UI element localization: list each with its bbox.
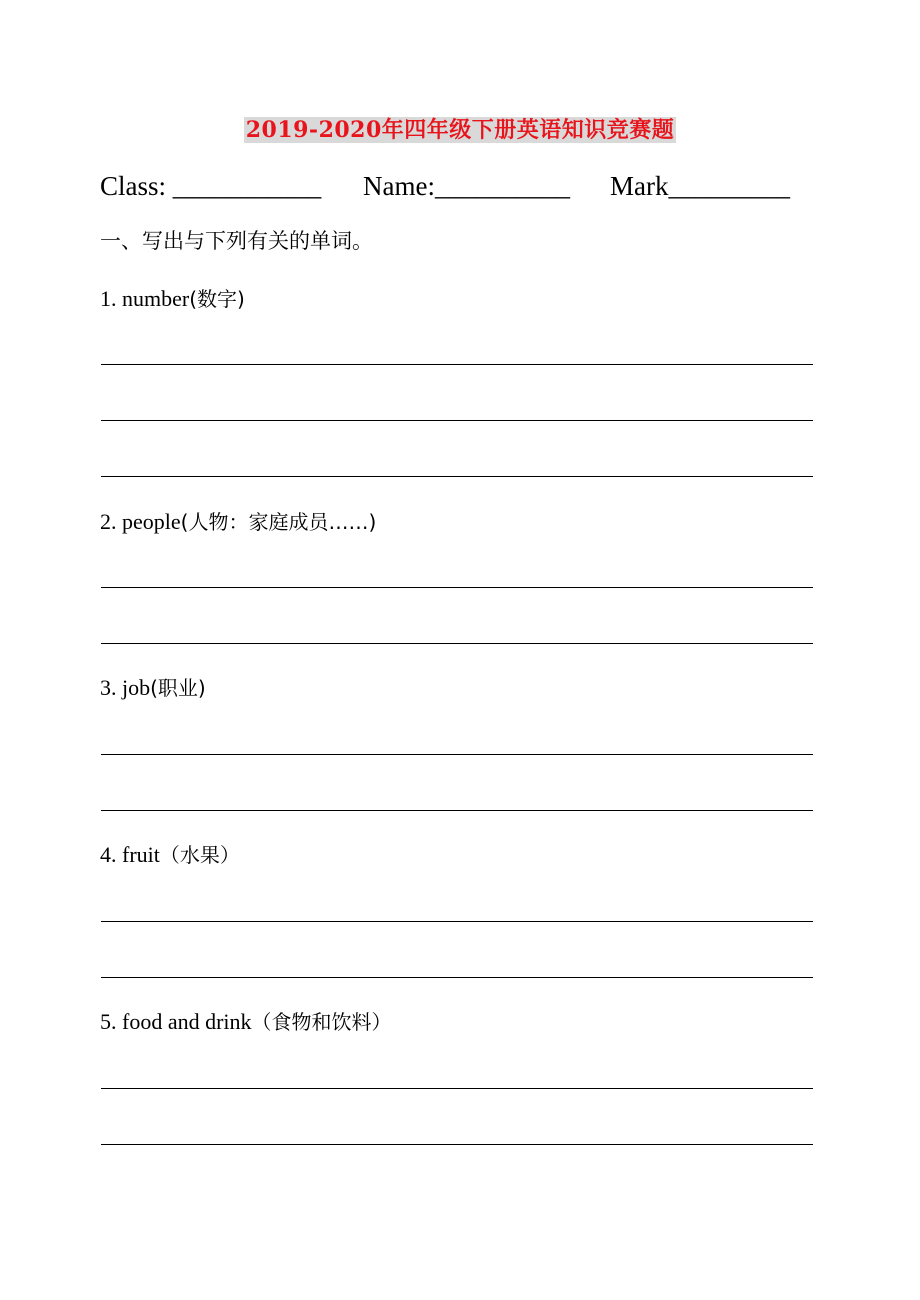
question-topic: fruit [122,842,160,867]
answer-line[interactable] [101,587,813,588]
class-field: Class: ___________ [100,171,322,201]
question-2 [100,507,376,537]
name-field: Name:__________ [363,171,570,201]
question-topic: people [122,509,181,534]
question-3 [100,673,206,703]
mark-field: Mark_________ [610,171,790,201]
answer-line[interactable] [101,476,813,477]
question-hint: (人物：家庭成员……) [180,510,377,534]
question-topic: food and drink [122,1009,252,1034]
question-number: 3. [100,675,117,700]
question-hint: (职业) [150,676,206,700]
question-number: 4. [100,842,117,867]
question-topic: job [122,675,151,700]
answer-line[interactable] [101,364,813,365]
question-hint: （食物和饮料） [251,1010,392,1034]
question-4 [100,840,240,870]
answer-line[interactable] [101,754,813,755]
section-title: 一、写出与下列有关的单词。 [100,229,373,253]
answer-line[interactable] [101,921,813,922]
question-number: 2. [100,509,117,534]
question-hint: (数字) [189,287,245,311]
question-number: 5. [100,1009,117,1034]
worksheet-title [0,115,920,145]
answer-line[interactable] [101,1088,813,1089]
question-topic: number [122,286,190,311]
worksheet-title-text: 2019-2020年四年级下册英语知识竞赛题 [245,117,675,143]
question-5 [100,1007,392,1037]
answer-line[interactable] [101,977,813,978]
answer-line[interactable] [101,420,813,421]
answer-line[interactable] [101,643,813,644]
question-hint: （水果） [159,843,240,867]
answer-line[interactable] [101,810,813,811]
student-info-row [100,168,820,204]
question-number: 1. [100,286,117,311]
question-1 [100,284,245,314]
answer-line[interactable] [101,1144,813,1145]
